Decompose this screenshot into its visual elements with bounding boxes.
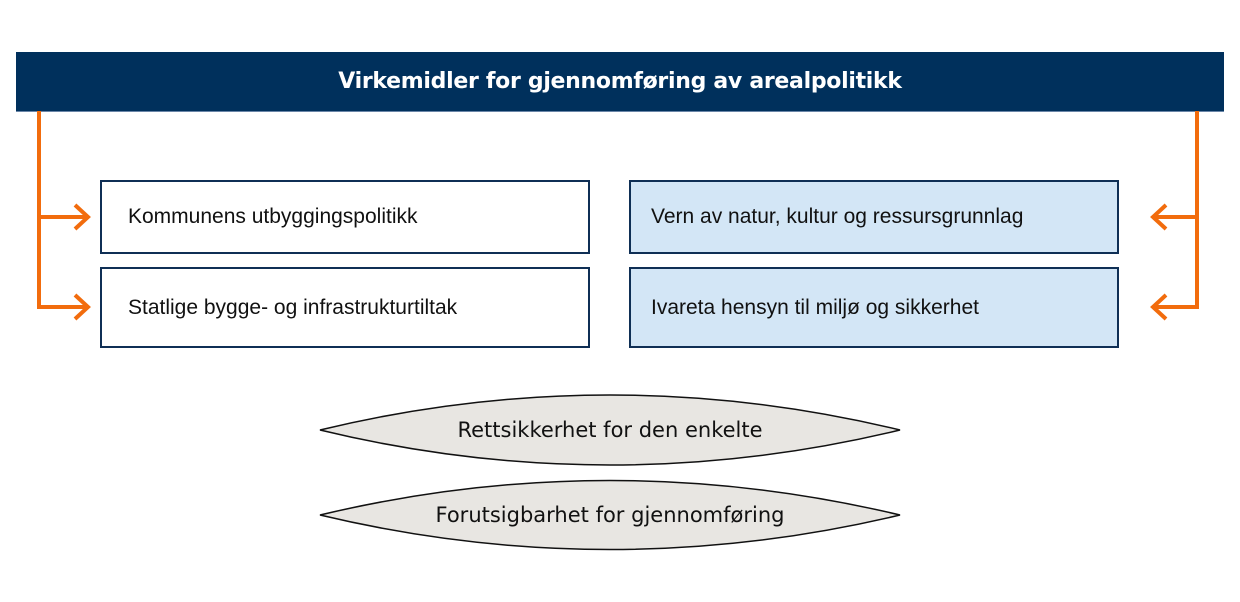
left-item-box xyxy=(100,180,590,254)
left-item-box xyxy=(100,267,590,348)
diagram-title-text: Virkemidler for gjennomføring av arealpolitikk xyxy=(338,69,902,94)
left-item-label: Statlige bygge- og infrastrukturtiltak xyxy=(128,295,458,319)
principle-text: Forutsigbarhet for gjennomføring xyxy=(435,503,785,527)
left-item-label: Kommunens utbyggingspolitikk xyxy=(128,205,418,228)
right-item-label: Vern av natur, kultur og ressursgrunnlag xyxy=(651,205,1024,228)
principle-label xyxy=(320,410,900,450)
right-item-label: Ivareta hensyn til miljø og sikkerhet xyxy=(651,295,979,319)
right-item-box xyxy=(629,267,1119,348)
principle-label xyxy=(320,495,900,535)
principle-text: Rettsikkerhet for den enkelte xyxy=(457,418,763,442)
right-item-box xyxy=(629,180,1119,254)
